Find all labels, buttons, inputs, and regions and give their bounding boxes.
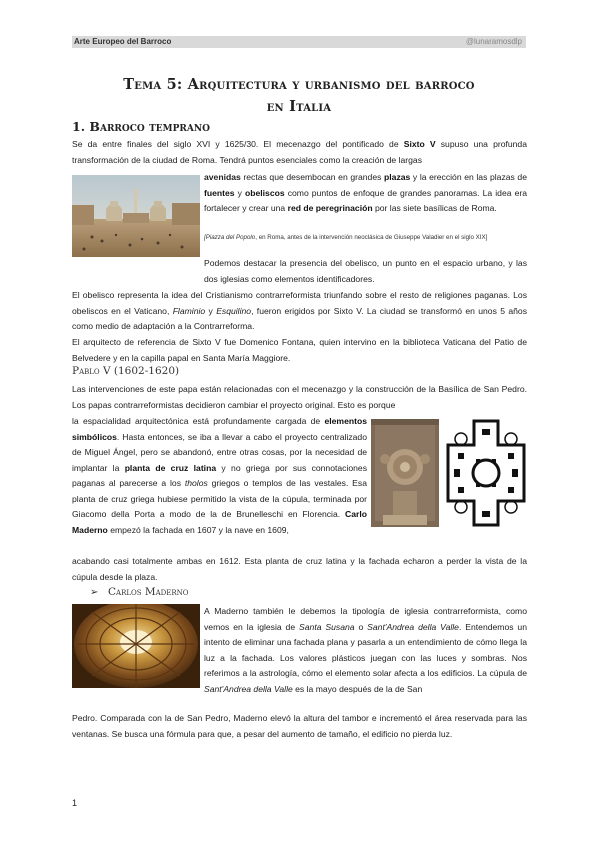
p2-seg: por las siete basílicas de Roma. bbox=[372, 203, 497, 213]
p9-seg: Sant'Andrea della Valle bbox=[204, 683, 293, 694]
caption-seg: , en Roma, antes de la intervención neoclásica de Giuseppe Valadier en el siglo XIX] bbox=[255, 234, 488, 241]
p2-seg: red de peregrinación bbox=[287, 203, 373, 213]
p4-y: y bbox=[205, 305, 217, 316]
p7-seg: . Hasta entonces, se iba a llevar a cabo el proyecto centralizado de Miguel Ángel, pero se abandonó, entre otras cosas, por la necesidad de implantar la bbox=[72, 431, 367, 473]
p2-seg: como puntos de enfoque de grandes panoramas. La idea era fortalecer y crear una bbox=[204, 187, 527, 213]
p7-seg: elementos simbólicos bbox=[72, 416, 367, 442]
running-header bbox=[72, 36, 526, 48]
caption-seg: [Piazza del Popolo bbox=[204, 234, 256, 241]
p7-seg: y no griega por sus connotaciones paganas al parecerse a los bbox=[72, 462, 367, 488]
p9-seg: A Maderno también le debemos la tipología de iglesia contrarreformista, como vemos en la iglesia de bbox=[204, 606, 527, 632]
header-course-title: Arte Europeo del Barroco bbox=[74, 37, 172, 46]
title-line-1: Tema 5: Arquitectura y urbanismo del barroco bbox=[123, 76, 475, 93]
image-caption-piazza bbox=[204, 233, 527, 242]
paragraph-planta-cruz-latina bbox=[72, 414, 367, 538]
section-heading-pablo-v: Pablo V (1602-1620) bbox=[72, 365, 180, 377]
p2-seg: y bbox=[234, 187, 245, 198]
p2-seg: rectas que desembocan en grandes bbox=[240, 172, 385, 182]
piazza-del-popolo-image bbox=[72, 175, 200, 257]
p9-seg: o bbox=[354, 621, 368, 632]
p9-seg: Sant'Andrea della Valle bbox=[367, 621, 459, 632]
p2-seg: fuentes bbox=[204, 187, 235, 198]
p4-text-end: , fueron erigidos por Sixto V. La ciudad se transformó en unos 5 años como medio de adaptación a la Contrarreforma. bbox=[72, 305, 527, 331]
san-pedro-floor-plan-image bbox=[446, 419, 526, 527]
page-title bbox=[72, 74, 526, 118]
paragraph-tipologia-iglesia bbox=[204, 604, 527, 697]
title-line-2: en Italia bbox=[266, 98, 332, 115]
p9-seg: . Entendemos un intento de eliminar una fachada plana y pasarla a un entendimiento de cómo llega la luz a la fachada. Los valores plásticos juegan con las luces y sombras. Nos referimos a la astrología, cómo el elemento solar afecta a los edificios. La cúpula de bbox=[204, 621, 527, 678]
intro-text-a: Se da entre finales del siglo XVI y 1625/30. El mecenazgo del pontificado de bbox=[72, 139, 404, 149]
p4-esquilino: Esquilino bbox=[216, 305, 252, 316]
p7-seg: Carlo Maderno bbox=[72, 509, 367, 535]
paragraph-obelisco-presencia: Podemos destacar la presencia del obelisco, un punto en el espacio urbano, y las dos iglesias como elementos identificadores. bbox=[204, 258, 527, 284]
section-heading-barroco-temprano: 1. Barroco temprano bbox=[72, 119, 210, 134]
p2-seg: avenidas bbox=[204, 172, 241, 182]
p4-flaminio: Flaminio bbox=[172, 305, 206, 316]
p2-seg: obeliscos bbox=[245, 187, 285, 198]
p7-seg: tholos bbox=[184, 478, 208, 488]
bullet-arrow-icon: ➢ bbox=[90, 587, 99, 598]
paragraph-pablo-v-intro: Las intervenciones de este papa están relacionadas con el mecenazgo y la construcción de la Basílica de San Pedro. Los papas contrarreformistas decidieron cambiar el proyecto original. Esto es porque bbox=[72, 384, 527, 410]
paragraph-maderno-fachada: acabando casi totalmente ambas en 1612. Esta planta de cruz latina y la fachada echaron a perder la vista de la cúpula desde la plaza. bbox=[72, 556, 527, 582]
san-pedro-aerial-image bbox=[371, 419, 439, 527]
paragraph-fontana: El arquitecto de referencia de Sixto V fue Domenico Fontana, quien intervino en la biblioteca Vaticana del Patio de Belvedere y en la capilla papal en Santa María Maggiore. bbox=[72, 337, 527, 363]
paragraph-urbanismo bbox=[204, 170, 527, 217]
intro-text-c: supuso una profunda transformación de la ciudad de Roma. Tendrá puntos esenciales como la creación de largas bbox=[72, 139, 527, 165]
paragraph-intro bbox=[72, 137, 527, 168]
p2-seg: plazas bbox=[384, 172, 411, 182]
p2-seg: y la erección en las plazas de bbox=[410, 172, 527, 182]
paragraph-obelisco-cristianismo bbox=[72, 288, 527, 335]
header-author-handle: @lunaramosdlp bbox=[465, 37, 522, 46]
paragraph-cupula-comparacion: Pedro. Comparada con la de San Pedro, Maderno elevó la altura del tambor e incrementó el área reservada para las ventanas. Se busca una fórmula para que, a pesar del aumento de tamaño, el edificio no pierda luz. bbox=[72, 713, 527, 739]
section-heading-carlos-maderno: Carlos Maderno bbox=[108, 586, 189, 598]
p7-seg: griegos o templos de las vestales. Esa planta de cruz griega hubiese permitido la vista de la cúpula, terminada por Giacomo della Porta a modo de la de Brunelleschi en Florencia. bbox=[72, 478, 367, 519]
p4-text: El obelisco representa la idea del Cristianismo contrarreformista triunfando sobre el resto de religiones paganas. Los obeliscos en el Vaticano, bbox=[72, 290, 527, 316]
p9-seg: Santa Susana bbox=[299, 621, 355, 632]
p7-seg: la espacialidad arquitectónica está profundamente cargada de bbox=[72, 416, 325, 426]
p9-seg: es la mayo después de la de San bbox=[292, 683, 423, 694]
sant-andrea-dome-image bbox=[72, 604, 200, 688]
p7-seg: planta de cruz latina bbox=[124, 462, 217, 473]
p7-seg: empezó la fachada en 1607 y la nave en 1609, bbox=[107, 524, 289, 535]
page-number: 1 bbox=[72, 798, 78, 808]
intro-sixto-v: Sixto V bbox=[403, 139, 436, 149]
